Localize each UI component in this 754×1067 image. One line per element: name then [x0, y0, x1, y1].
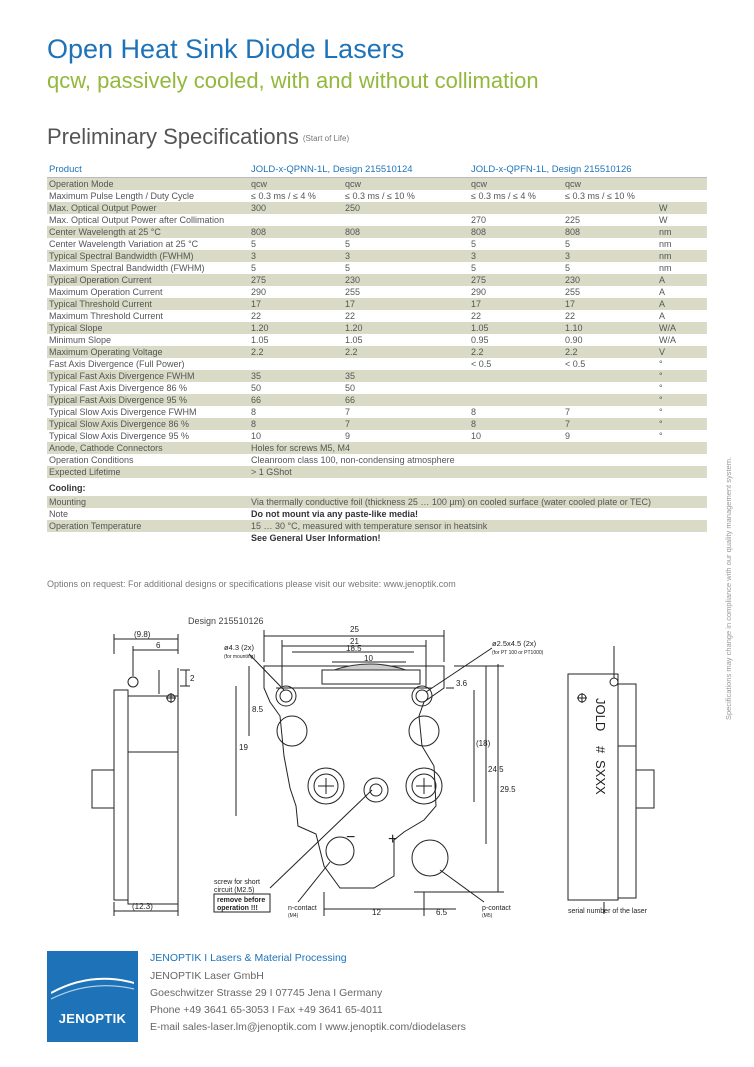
n-contact-sub: (M4) — [288, 913, 299, 919]
row-value: 1.05 — [469, 322, 563, 334]
row-value: 3 — [469, 250, 563, 262]
row-value: 5 — [251, 239, 257, 249]
row-value — [563, 370, 657, 382]
row-value: 10 — [471, 431, 482, 441]
row-value: 35 — [343, 370, 469, 382]
row-value: 5 — [345, 239, 351, 249]
row-unit: A — [657, 298, 707, 310]
spec-row-general-info — [47, 532, 707, 544]
row-unit: ° — [659, 431, 663, 441]
row-label: Minimum Slope — [49, 335, 112, 345]
footer-company-line: JENOPTIK I Lasers & Material Processing — [150, 952, 347, 964]
dim-19: 19 — [239, 743, 248, 752]
row-value: Do not mount via any paste-like media! — [251, 509, 419, 519]
row-unit: W/A — [657, 322, 707, 334]
spec-row — [47, 190, 707, 202]
row-unit: A — [657, 274, 707, 286]
dim-12-3: (12.3) — [132, 902, 153, 911]
row-value: 808 — [249, 226, 343, 238]
row-label: Typical Fast Axis Divergence 86 % — [49, 383, 188, 393]
row-label: Maximum Spectral Bandwidth (FWHM) — [49, 263, 205, 273]
row-value — [343, 358, 469, 370]
row-value: 808 — [563, 226, 657, 238]
row-value: 1.05 — [345, 335, 363, 345]
spec-row-note — [47, 508, 707, 520]
dim-25: 25 — [350, 625, 359, 634]
header-product-b: JOLD-x-QPFN-1L, Design 215510126 — [469, 163, 707, 178]
row-value: 2.2 — [563, 346, 657, 358]
row-value: 8 — [251, 407, 257, 417]
dim-29-5: 29.5 — [500, 785, 516, 794]
spec-row — [47, 238, 707, 250]
row-value: 300 — [249, 202, 343, 214]
row-unit: A — [659, 311, 666, 321]
dim-12: 12 — [372, 908, 381, 917]
row-value — [563, 382, 657, 394]
row-label: Maximum Operation Current — [49, 287, 163, 297]
header-product-a: JOLD-x-QPNN-1L, Design 215510124 — [249, 163, 469, 178]
row-unit: ° — [657, 394, 707, 406]
row-value — [343, 214, 469, 226]
row-value — [469, 370, 563, 382]
row-label: Typical Spectral Bandwidth (FWHM) — [47, 250, 249, 262]
row-unit: ° — [659, 407, 663, 417]
side-note-text: Specifications may change in compliance with our quality management system. — [724, 456, 733, 720]
row-value: 5 — [565, 263, 571, 273]
spec-row — [47, 394, 707, 406]
row-unit: W — [657, 202, 707, 214]
spec-row — [47, 226, 707, 238]
spec-row-lifetime — [47, 466, 707, 478]
row-label: Center Wavelength at 25 °C — [47, 226, 249, 238]
general-info: See General User Information! — [251, 533, 381, 543]
dim-10: 10 — [364, 654, 373, 663]
row-value: 3 — [563, 250, 657, 262]
spec-row — [47, 322, 707, 334]
row-value: qcw — [249, 178, 343, 191]
row-label: Center Wavelength Variation at 25 °C — [49, 239, 199, 249]
p-contact-sub: (M5) — [482, 913, 493, 919]
row-value: 1.10 — [563, 322, 657, 334]
row-value: > 1 GShot — [249, 466, 707, 478]
row-value: 275 — [469, 274, 563, 286]
row-unit: W/A — [659, 335, 676, 345]
row-value — [563, 202, 657, 214]
spec-row — [47, 358, 707, 370]
row-unit: A — [659, 287, 666, 297]
spec-row — [47, 262, 707, 274]
row-unit: W — [659, 215, 668, 225]
row-label: Typical Operation Current — [47, 274, 249, 286]
row-label: Note — [49, 509, 69, 519]
row-value: 1.05 — [251, 335, 269, 345]
dim-21: 21 — [350, 637, 359, 646]
dim-18-5: 18.5 — [346, 644, 362, 653]
jenoptik-logo — [47, 951, 138, 1042]
dim-9-8: (9.8) — [134, 630, 151, 639]
spec-heading-text: Preliminary Specifications — [47, 124, 299, 149]
spec-row — [47, 202, 707, 214]
screw-note-2: circuit (M2.5) — [214, 887, 255, 894]
row-value: 7 — [345, 407, 351, 417]
row-label: Max. Optical Output Power after Collimation — [49, 215, 225, 225]
row-value: 22 — [565, 311, 576, 321]
spec-row — [47, 382, 707, 394]
dim-6: 6 — [156, 641, 161, 650]
row-value: 0.95 — [471, 335, 489, 345]
row-label: Typical Slow Axis Divergence 86 % — [47, 418, 249, 430]
marking-hash: # — [593, 746, 608, 754]
row-value: 225 — [565, 215, 581, 225]
footer-gmbh: JENOPTIK Laser GmbH — [150, 970, 264, 982]
row-value: 5 — [345, 263, 351, 273]
row-value: 270 — [471, 215, 487, 225]
row-value: qcw — [343, 178, 469, 191]
footer-email: E-mail sales-laser.lm@jenoptik.com I www.jenoptik.com/diodelasers — [150, 1021, 466, 1033]
row-unit: ° — [659, 383, 663, 393]
row-value: 10 — [251, 431, 262, 441]
row-value: 290 — [251, 287, 267, 297]
dim-24-5: 24.5 — [488, 765, 504, 774]
row-value: Holes for screws M5, M4 — [249, 442, 707, 454]
cooling-heading: Cooling: — [49, 483, 86, 493]
spec-row — [47, 214, 707, 226]
p-contact-label: p-contact — [482, 905, 511, 912]
minus-sign: − — [346, 829, 356, 846]
footer-phone: Phone +49 3641 65-3053 I Fax +49 3641 65-4011 — [150, 1004, 383, 1016]
technical-drawing — [84, 606, 684, 926]
serial-number-label: serial number of the laser — [568, 908, 647, 915]
row-label: Maximum Pulse Length / Duty Cycle — [49, 191, 195, 201]
dim-18: (18) — [476, 739, 491, 748]
dim-3-6: 3.6 — [456, 679, 468, 688]
row-label: Typical Fast Axis Divergence 95 % — [47, 394, 249, 406]
row-value: 17 — [563, 298, 657, 310]
row-value: 22 — [471, 311, 482, 321]
row-unit: nm — [657, 226, 707, 238]
row-value: 5 — [471, 239, 477, 249]
spec-row-mounting — [47, 496, 707, 508]
spec-row — [47, 274, 707, 286]
dim-8-5: 8.5 — [252, 705, 264, 714]
row-label: Typical Slope — [47, 322, 249, 334]
row-value: 22 — [345, 311, 356, 321]
row-unit — [657, 190, 707, 202]
row-value: 9 — [565, 431, 571, 441]
remove-note-2: operation !!! — [217, 905, 258, 912]
row-value: Cleanroom class 100, non-condensing atmosphere — [251, 455, 455, 465]
spec-row — [47, 310, 707, 322]
row-value: 255 — [345, 287, 361, 297]
row-value: 808 — [343, 226, 469, 238]
row-value: 1.20 — [249, 322, 343, 334]
row-value: qcw — [563, 178, 657, 191]
row-unit: V — [657, 346, 707, 358]
row-value: 290 — [471, 287, 487, 297]
header-product: Product — [47, 163, 249, 178]
row-value: 17 — [343, 298, 469, 310]
row-value: 8 — [469, 418, 563, 430]
row-value: 1.20 — [343, 322, 469, 334]
row-value: 8 — [471, 407, 477, 417]
row-value: 35 — [249, 370, 343, 382]
row-value: 8 — [249, 418, 343, 430]
plus-sign: + — [388, 831, 398, 848]
row-label: Typical Slow Axis Divergence FWHM — [49, 407, 197, 417]
spec-heading-note: (Start of Life) — [302, 133, 350, 143]
side-view-left — [92, 630, 195, 916]
row-label: Operation Temperature — [47, 520, 249, 532]
row-label: Typical Fast Axis Divergence FWHM — [47, 370, 249, 382]
row-label: Typical Threshold Current — [47, 298, 249, 310]
row-value: 7 — [565, 407, 571, 417]
row-value: ≤ 0.3 ms / ≤ 10 % — [565, 191, 635, 201]
row-value: 50 — [345, 383, 356, 393]
row-unit: ° — [657, 370, 707, 382]
spec-row — [47, 334, 707, 346]
row-label: Max. Optical Output Power — [47, 202, 249, 214]
cooling-heading-row — [47, 478, 707, 496]
front-view — [214, 625, 544, 919]
spec-heading — [47, 124, 349, 150]
dim-6-5: 6.5 — [436, 908, 448, 917]
side-note — [724, 340, 740, 720]
options-note: Options on request: For additional designs or specifications please visit our website: www.jenoptik.com — [47, 579, 456, 589]
spec-row — [47, 418, 707, 430]
row-value: 22 — [251, 311, 262, 321]
row-value: ≤ 0.3 ms / ≤ 10 % — [345, 191, 415, 201]
hole-label-sensor-sub: (for PT 100 or PT1000) — [492, 650, 544, 656]
row-value: 5 — [471, 263, 477, 273]
row-label: Expected Lifetime — [47, 466, 249, 478]
row-value — [469, 202, 563, 214]
logo-text: JENOPTIK — [58, 1011, 127, 1026]
spec-row — [47, 370, 707, 382]
footer-street: Goeschwitzer Strasse 29 I 07745 Jena I Germany — [150, 987, 383, 999]
row-unit: nm — [659, 263, 672, 273]
row-label: Maximum Operating Voltage — [47, 346, 249, 358]
row-value: 9 — [345, 431, 351, 441]
row-value: 7 — [343, 418, 469, 430]
row-label-empty — [47, 532, 249, 544]
spec-row-connectors — [47, 442, 707, 454]
row-value: 808 — [469, 226, 563, 238]
spec-row-conditions — [47, 454, 707, 466]
dim-2: 2 — [190, 674, 195, 683]
row-value: 2.2 — [469, 346, 563, 358]
row-value: 50 — [251, 383, 262, 393]
row-unit: nm — [657, 250, 707, 262]
row-value: 230 — [343, 274, 469, 286]
n-contact-label: n-contact — [288, 905, 317, 912]
row-label: Anode, Cathode Connectors — [47, 442, 249, 454]
screw-note-1: screw for short — [214, 879, 260, 886]
spec-row — [47, 346, 707, 358]
row-value — [249, 358, 343, 370]
remove-note-1: remove before — [217, 897, 266, 904]
row-unit — [657, 178, 707, 191]
page-subtitle: qcw, passively cooled, with and without collimation — [47, 68, 539, 93]
spec-row-op-temp — [47, 520, 707, 532]
hole-label-mounting: ø4.3 (2x) — [224, 643, 255, 652]
row-value: < 0.5 — [471, 359, 492, 369]
row-value: 230 — [563, 274, 657, 286]
spec-row — [47, 406, 707, 418]
row-value — [469, 382, 563, 394]
row-label: Mounting — [47, 496, 249, 508]
row-value: 17 — [249, 298, 343, 310]
row-value: 7 — [563, 418, 657, 430]
side-view-right — [568, 646, 654, 915]
row-value: 66 — [249, 394, 343, 406]
marking-jold: JOLD — [593, 698, 608, 732]
row-value: 5 — [565, 239, 571, 249]
row-unit: ° — [657, 418, 707, 430]
row-value: 17 — [469, 298, 563, 310]
row-label: Typical Slow Axis Divergence 95 % — [49, 431, 190, 441]
spec-table — [47, 163, 707, 544]
row-unit: nm — [659, 239, 672, 249]
row-value: 15 … 30 °C, measured with temperature sensor in heatsink — [249, 520, 707, 532]
row-label: Operation Mode — [47, 178, 249, 191]
hole-label-mounting-sub: (for mounting) — [224, 654, 256, 660]
page-title: Open Heat Sink Diode Lasers — [47, 34, 405, 64]
row-value: ≤ 0.3 ms / ≤ 4 % — [251, 191, 316, 201]
spec-row — [47, 430, 707, 442]
row-value: 3 — [249, 250, 343, 262]
row-label: Operation Conditions — [49, 455, 134, 465]
logo-wave-icon — [51, 969, 134, 1005]
row-value: qcw — [469, 178, 563, 191]
spec-row — [47, 286, 707, 298]
row-label: Fast Axis Divergence (Full Power) — [49, 359, 185, 369]
row-value: ≤ 0.3 ms / ≤ 4 % — [471, 191, 536, 201]
marking-serial: SXXX — [593, 760, 608, 795]
row-value — [563, 394, 657, 406]
row-value: 2.2 — [343, 346, 469, 358]
spec-row — [47, 298, 707, 310]
row-value: 255 — [565, 287, 581, 297]
row-value: 0.90 — [565, 335, 583, 345]
spec-table-header — [47, 163, 707, 178]
row-value: 2.2 — [249, 346, 343, 358]
row-value: 275 — [249, 274, 343, 286]
row-label: Maximum Threshold Current — [49, 311, 163, 321]
spec-row — [47, 250, 707, 262]
row-value: 66 — [343, 394, 469, 406]
row-value — [249, 214, 343, 226]
row-value: < 0.5 — [565, 359, 586, 369]
row-value — [469, 394, 563, 406]
row-value: 250 — [343, 202, 469, 214]
row-unit: ° — [659, 359, 663, 369]
row-value: 5 — [251, 263, 257, 273]
hole-label-sensor: ø2.5x4.5 (2x) — [492, 639, 537, 648]
row-value: Via thermally conductive foil (thickness 25 … 100 µm) on cooled surface (water cooled plate or TEC) — [249, 496, 707, 508]
design-label: Design 215510126 — [188, 616, 264, 626]
row-value: 3 — [343, 250, 469, 262]
spec-row — [47, 178, 707, 191]
